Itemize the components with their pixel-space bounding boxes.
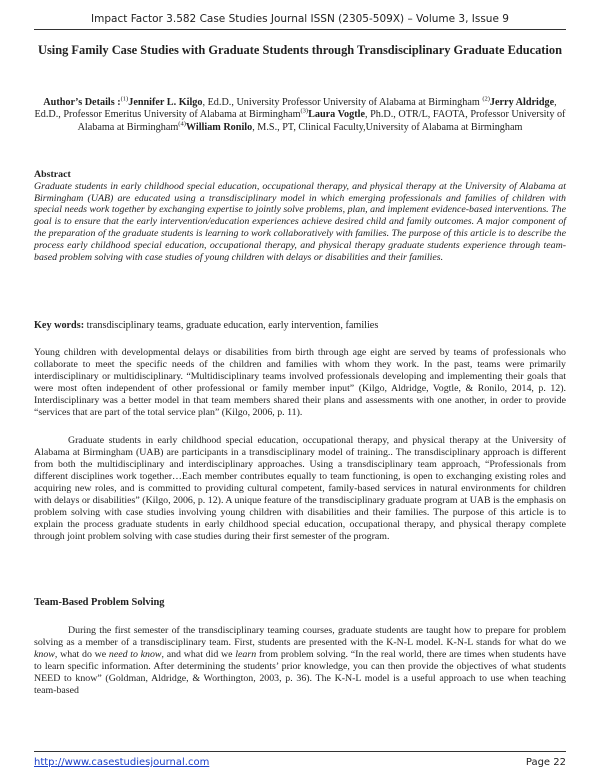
journal-website-link[interactable]: http://www.casestudiesjournal.com xyxy=(34,757,210,768)
author-1-name: Jennifer L. Kilgo xyxy=(128,97,203,108)
keywords-label: Key words: xyxy=(34,320,85,331)
journal-header: Impact Factor 3.582 Case Studies Journal ISSN (2305-509X) – Volume 3, Issue 9 xyxy=(91,13,509,25)
author-4-name: William Ronilo xyxy=(185,121,253,133)
author-4-marker: (4) xyxy=(178,120,186,128)
section-heading: Team-Based Problem Solving xyxy=(34,597,165,608)
emphasis-know: know xyxy=(34,649,55,660)
author-3-affiliation: , Ph.D., OTR/L, FAOTA, Professor University of Alabama at Birmingham xyxy=(77,109,566,133)
paragraph-3-text-c: , and what did we xyxy=(161,649,236,660)
author-1-affiliation: , Ed.D., University Professor University of Alabama at Birmingham xyxy=(202,97,483,108)
body-paragraph-2: Graduate students in early childhood special education, occupational therapy, and physical therapy at the University of Alabama at Birmingham (UAB) are participants in a transdisciplinary model of training.. The transdisciplinary approach is different from both the multidisciplinary and interdisciplinary approaches. Using a transdisciplinary team approach, “Professionals from different disciplines work together…Each member contributes equally to team functioning, is open to exchanging existing roles and acquiring new roles, and is committed to providing cultural competent, family-based services in natural environments for children with delays or disabilities” (Kilgo, 2006, p. 12). A unique feature of the transdisciplinary graduate program at UAB is the emphasis on problem solving with case studies involving young children with disabilities and their families. The purpose of this article is to explain the process graduate students in early childhood special education, occupational therapy, and physical therapy complete through joint problem solving with case studies during their first semester of the program. xyxy=(34,435,566,542)
page-number: Page 22 xyxy=(525,757,566,768)
abstract-heading: Abstract xyxy=(34,169,71,180)
author-2-name: Jerry Aldridge xyxy=(489,97,555,108)
paragraph-3-text-a: During the first semester of the transdisciplinary teaming courses, graduate students are taught how to prepare for problem solving as a member of a transdisciplinary team. First, students are presented with the K-N-L model. K-N-L stands for what do we xyxy=(34,625,566,648)
author-details xyxy=(34,97,566,134)
header-divider xyxy=(34,29,566,30)
footer-divider xyxy=(34,751,566,752)
abstract-section xyxy=(34,169,566,263)
paragraph-3-text-b: , what do we xyxy=(54,649,109,660)
abstract-body: Graduate students in early childhood special education, occupational therapy, and physical therapy at the University of Alabama at Birmingham (UAB) are educated using a transdisciplinary model in which emerging professionals and families of children with special needs work together by exchanging expertise to jointly solve problems, plan, and implement evidence-based interventions. The goal is to ensure that the early intervention/education experiences achieve desired child and family outcomes. A major component of the preparation of the graduate students is learning to work collaboratively with families. The purpose of this article is to describe the process early childhood special education, occupational therapy, and physical therapy graduate students experience through team-based problem solving with case studies of young children with delays or disabilities and their families. xyxy=(34,180,566,263)
author-3-name: Laura Vogtle xyxy=(308,109,365,121)
article-title: Using Family Case Studies with Graduate Students through Transdisciplinary Graduate Education xyxy=(38,43,562,57)
emphasis-need-to-know: need to know xyxy=(108,649,162,660)
author-2-marker: (2) xyxy=(482,95,490,103)
body-paragraph-3 xyxy=(34,625,566,697)
keywords-list: transdisciplinary teams, graduate education, early intervention, families xyxy=(84,320,379,331)
author-2-affiliation: , Ed.D., Professor Emeritus University of Alabama at Birmingham xyxy=(34,97,557,121)
emphasis-learn: learn xyxy=(235,649,257,660)
author-1-marker: (1) xyxy=(120,95,129,103)
paragraph-3-text-d: from problem solving. “In the real world, there are times when students have to learn specific information. After determining the students’ prior knowledge, you can then provide the objectives of what students NEED to know” (Goldman, Aldridge, & Worthington, 2003, p. 36). The K-N-L model is a useful approach to use when teaching team-based xyxy=(34,649,566,696)
body-paragraph-1: Young children with developmental delays or disabilities from birth through age eight are served by teams of professionals who collaborate to meet the specific needs of the children and families with whom they work. In the past, teams were primarily interdisciplinary or multidisciplinary. “Multidisciplinary teams involved professionals developing and implementing their goals that were most often independent of other professional or family member input” (Kilgo, Aldridge, Vogtle, & Ronilo, 2014, p. 12). Interdisciplinary was a better model in that team members shared their plans and assessments with one another, in order to provide “services that are part of the total service plan” (Kilgo, 2006, p. 11). xyxy=(34,347,566,418)
keywords xyxy=(34,320,566,332)
author-4-affiliation: , M.S., PT, Clinical Faculty,University of Alabama at Birmingham xyxy=(252,121,523,133)
author-3-marker: (3) xyxy=(300,108,309,116)
author-details-label: Author’s Details : xyxy=(43,97,121,108)
